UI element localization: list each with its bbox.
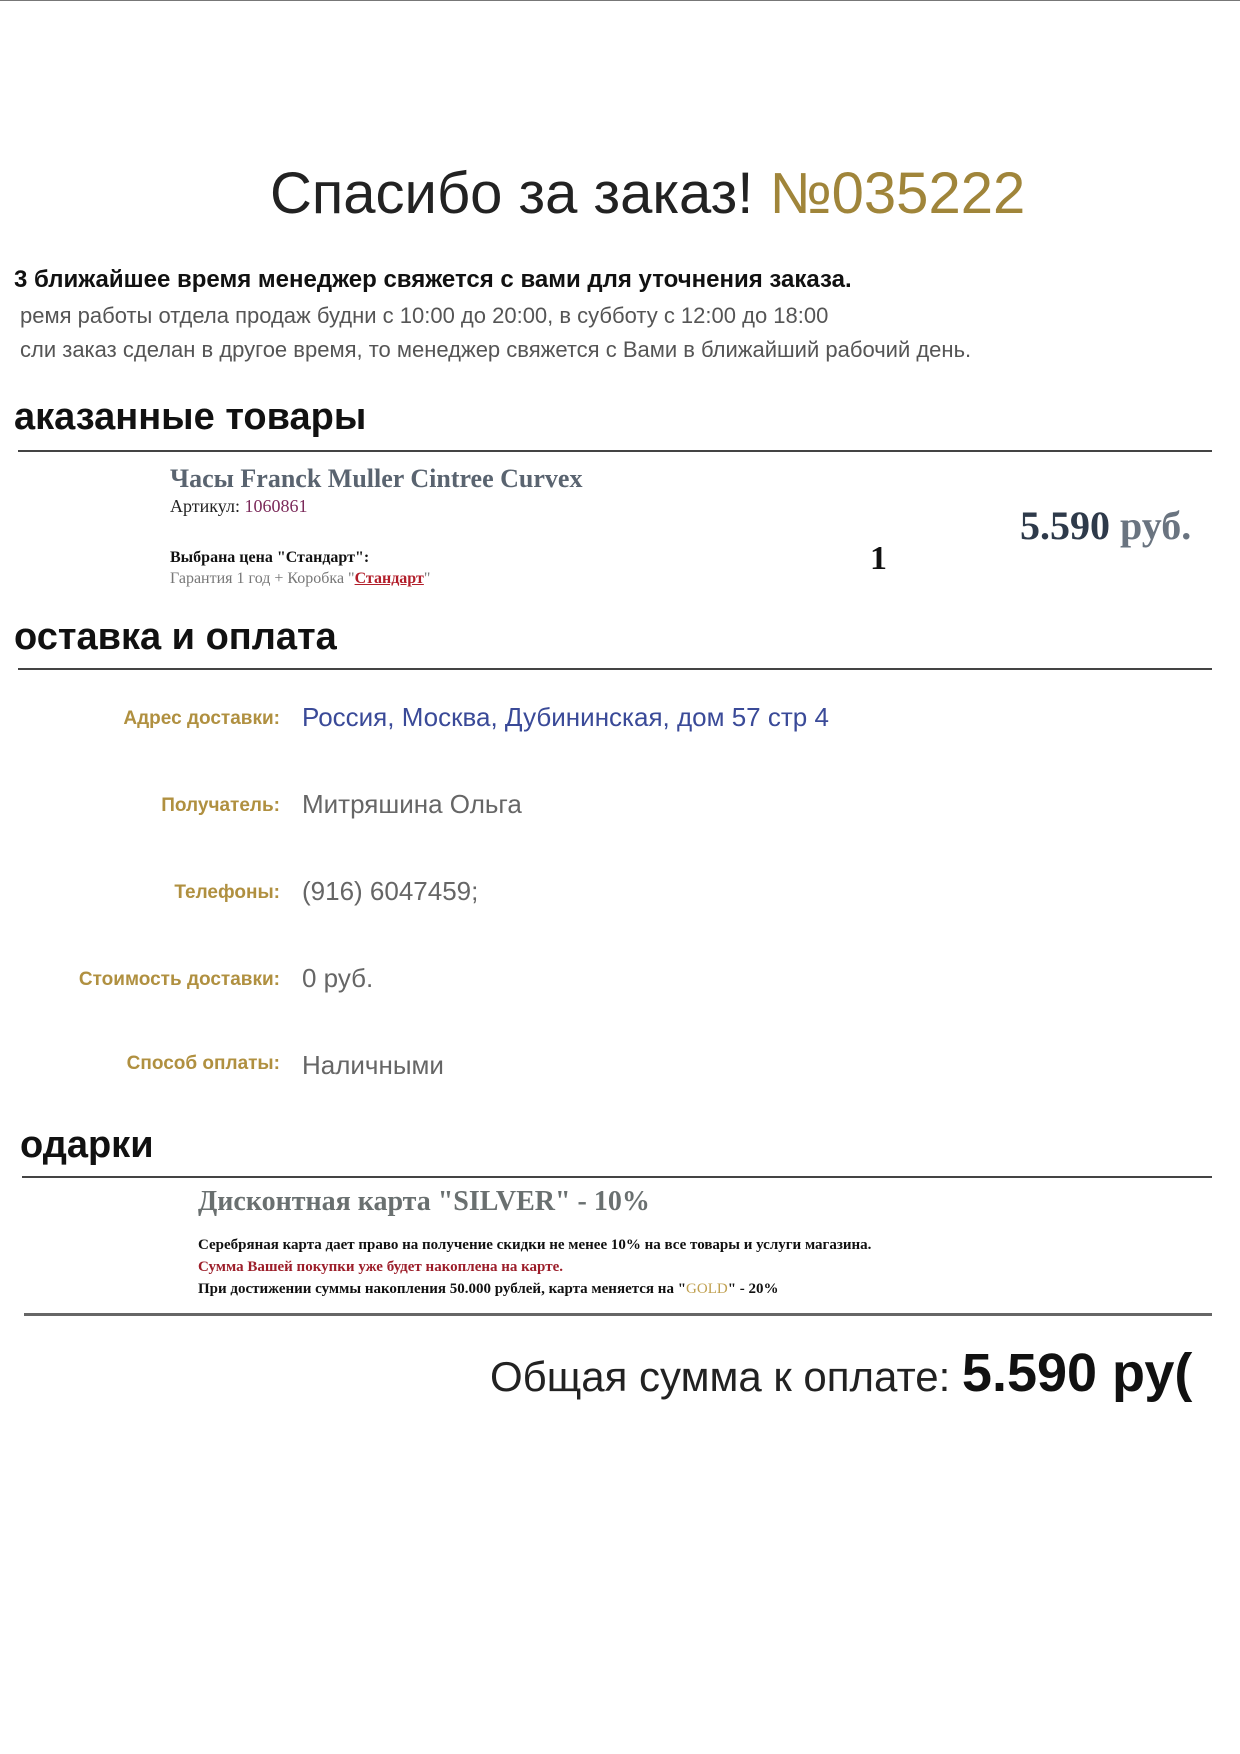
warranty-suffix: " (423, 570, 431, 587)
section-delivery-heading: оставка и оплата (14, 616, 337, 658)
total-amount: 5.590 ру( (961, 1343, 1193, 1403)
gift-line-1: Серебряная карта дает право на получение скидки не менее 10% на все товары и услуги магазина. (198, 1237, 872, 1253)
label-address: Адрес доставки: (123, 708, 280, 729)
section-divider (18, 450, 1212, 452)
product-quantity: 1 (870, 540, 887, 577)
section-gifts-heading: одарки (20, 1124, 154, 1166)
title-text: Спасибо за заказ! (270, 161, 754, 226)
notice-offhours: сли заказ сделан в другое время, то менеджер свяжется с Вами в ближайший рабочий день. (20, 337, 972, 362)
page-title (270, 160, 1025, 227)
gift-card-title: Дисконтная карта "SILVER" - 10% (198, 1186, 650, 1217)
label-phones: Телефоны: (174, 882, 280, 903)
price-value: 5.590 (1020, 503, 1110, 548)
gift-line-2: Сумма Вашей покупки уже будет накоплена на карте. (198, 1259, 563, 1275)
gift-gold-label: GOLD (686, 1281, 728, 1297)
warranty-info (170, 570, 430, 588)
section-ordered-heading: аказанные товары (14, 396, 367, 438)
product-price (1020, 502, 1191, 549)
sku-label: Артикул: (170, 496, 240, 516)
notice-main: 3 ближайшее время менеджер свяжется с вами для уточнения заказа. (14, 266, 852, 293)
gift-line-3-prefix: При достижении суммы накопления 50.000 рублей, карта меняется на " (198, 1281, 687, 1297)
notice-hours: ремя работы отдела продаж будни с 10:00 до 20:00, в субботу с 12:00 до 18:00 (20, 303, 829, 328)
value-address: Россия, Москва, Дубининская, дом 57 стр 4 (302, 702, 829, 732)
price-currency: руб. (1120, 503, 1192, 548)
order-number: №035222 (769, 161, 1026, 226)
warranty-prefix: Гарантия 1 год + Коробка " (170, 570, 355, 587)
section-divider (22, 1176, 1212, 1178)
gift-line-3-suffix: " - 20% (727, 1281, 779, 1297)
total-label: Общая сумма к оплате: (490, 1353, 951, 1400)
label-delivery-cost: Стоимость доставки: (78, 969, 280, 990)
total-divider (24, 1313, 1212, 1316)
sku-value: 1060861 (244, 496, 308, 516)
label-payment-method: Способ оплаты: (126, 1053, 280, 1074)
value-delivery-cost: 0 руб. (302, 963, 374, 993)
label-recipient: Получатель: (161, 795, 280, 816)
scan-edge (0, 0, 1240, 11)
value-payment-method: Наличными (302, 1050, 444, 1080)
value-phones: (916) 6047459; (302, 876, 479, 906)
price-choice: Выбрана цена "Стандарт": (170, 549, 370, 566)
order-total (490, 1342, 1192, 1404)
warranty-standard-link[interactable]: Стандарт (354, 570, 424, 587)
product-sku (170, 496, 307, 517)
section-divider (18, 668, 1212, 670)
gift-line-3 (198, 1281, 779, 1298)
product-name: Часы Franck Muller Cintree Curvex (170, 464, 583, 493)
value-recipient: Митряшина Ольга (302, 789, 522, 819)
